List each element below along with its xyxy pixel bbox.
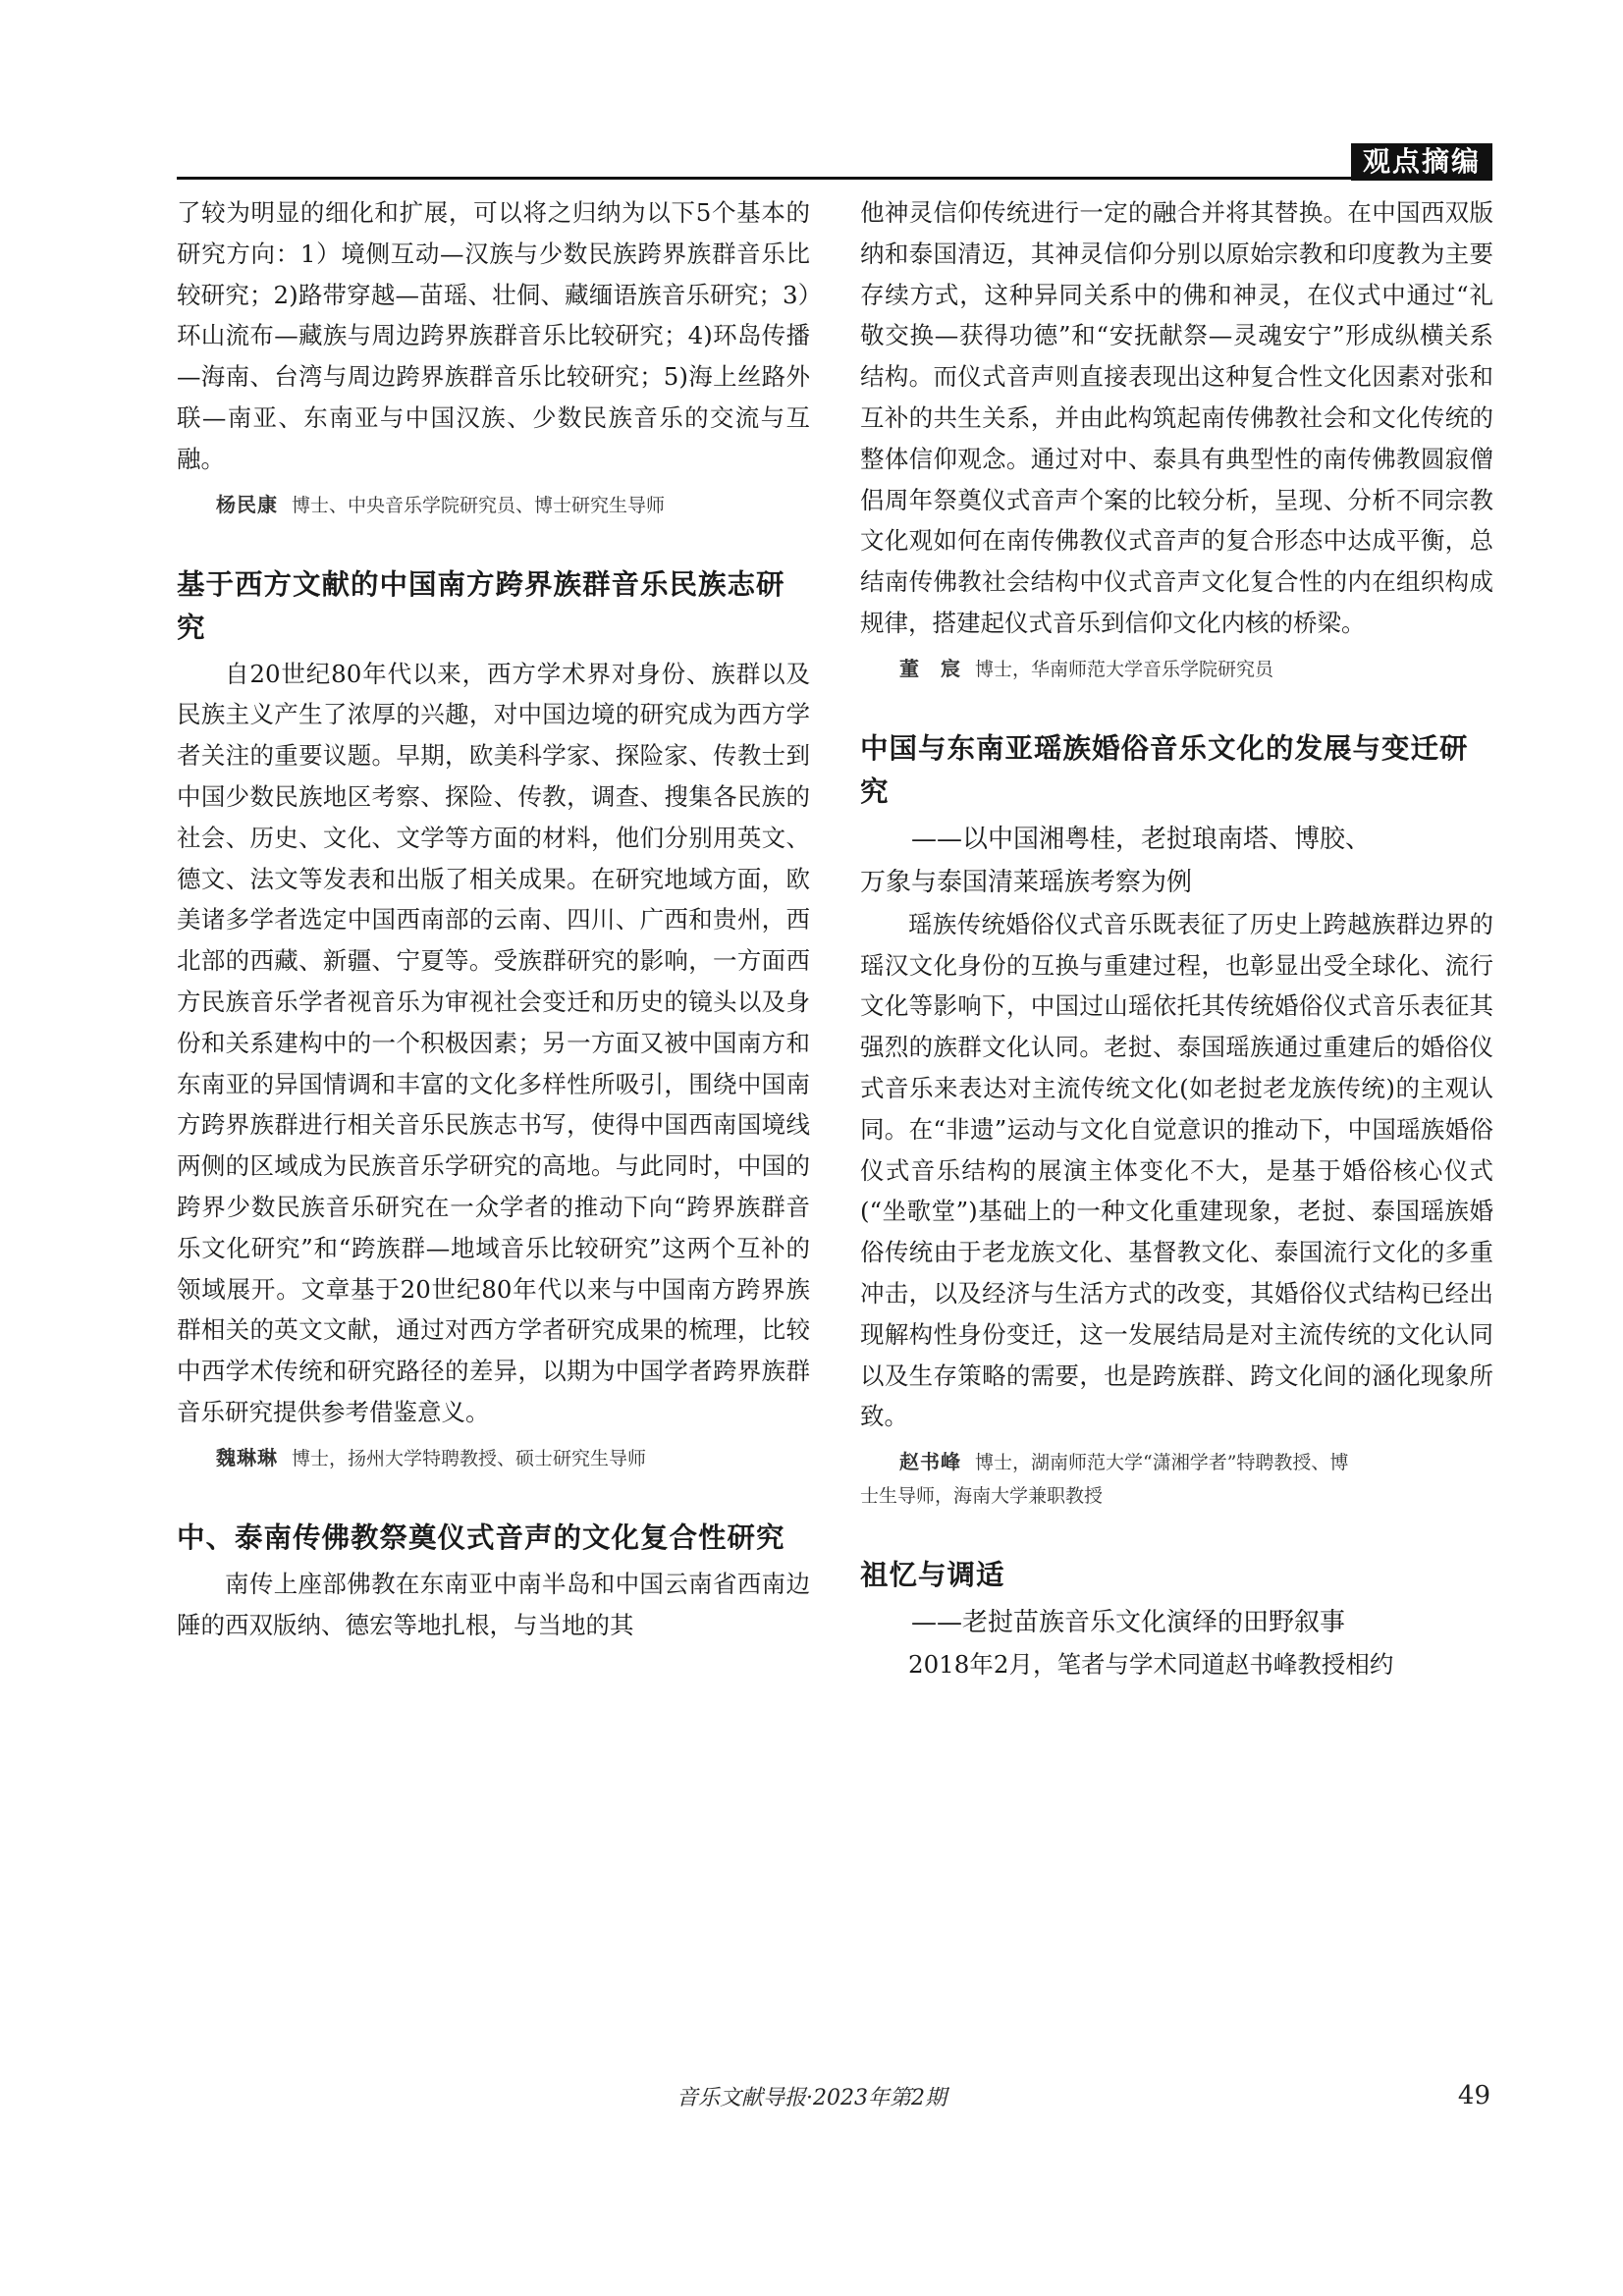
article-title-western-literature: 基于西方文献的中国南方跨界族群音乐民族志研究 — [177, 567, 785, 644]
article-subtitle-line1: ——以中国湘粤桂，老挝琅南塔、博胶、 — [911, 824, 1372, 854]
byline-yang — [177, 488, 810, 522]
byline-wei — [177, 1441, 810, 1475]
article-body-western-literature: 自20世纪80年代以来，西方学术界对身份、族群以及民族主义产生了浓厚的兴趣，对中国边境的研究成为西方学者关注的重要议题。早期，欧美科学家、探险家、传教士到中国少数民族地区考察、探险、传教，调查、搜集各民族的社会、历史、文化、文学等方面的材料，他们分别用英文、德文、法文等发表和出版了相关成果。在研究地域方面，欧美诸多学者选定中国西南部的云南、四川、广西和贵州，西北部的西藏、新疆、宁夏等。受族群研究的影响，一方面西方民族音乐学者视音乐为审视社会变迁和历史的镜头以及身份和关系建构中的一个积极因素；另一方面又被中国南方和东南亚的异国情调和丰富的文化多样性所吸引，围绕中国南方跨界族群进行相关音乐民族志书写，使得中国西南国境线两侧的区域成为民族音乐学研究的高地。与此同时，中国的跨界少数民族音乐研究在一众学者的推动下向“跨界族群音乐文化研究”和“跨族群—地域音乐比较研究”这两个互补的领域展开。文章基于20世纪80年代以来与中国南方跨界族群相关的英文文献，通过对西方学者研究成果的梳理，比较中西学术传统和研究路径的差异，以期为中国学者跨界族群音乐研究提供参考借鉴意义。 — [177, 659, 810, 1426]
continued-paragraph: 了较为明显的细化和扩展，可以将之归纳为以下5个基本的研究方向：1）境侧互动—汉族与少数民族跨界族群音乐比较研究；2)路带穿越—苗瑶、壮侗、藏缅语族音乐研究；3）环山流布—藏族与周边跨界族群音乐比较研究；4)环岛传播—海南、台湾与周边跨界族群音乐比较研究；5)海上丝路外联—南亚、东南亚与中国汉族、少数民族音乐的交流与互融。 — [177, 198, 810, 473]
author-name: 杨民康 — [216, 492, 278, 516]
byline-zhao — [860, 1445, 1493, 1513]
article-body-buddhist-ritual-continued: 他神灵信仰传统进行一定的融合并将其替换。在中国西双版纳和泰国清迈，其神灵信仰分别以原始宗教和印度教为主要存续方式，这种异同关系中的佛和神灵，在仪式中通过“礼敬交换—获得功德”和“安抚献祭—灵魂安宁”形成纵横关系结构。而仪式音声则直接表现出这种复合性文化因素对张和互补的共生关系，并由此构筑起南传佛教社会和文化传统的整体信仰观念。通过对中、泰具有典型性的南传佛教圆寂僧侣周年祭奠仪式音声个案的比较分析，呈现、分析不同宗教文化观如何在南传佛教仪式音声的复合形态中达成平衡，总结南传佛教社会结构中仪式音声文化复合性的内在组织构成规律，搭建起仪式音乐到信仰文化内核的桥梁。 — [860, 198, 1493, 637]
author-name: 董 宸 — [899, 656, 961, 680]
byline-dong — [860, 652, 1493, 686]
header-rule — [177, 177, 1492, 180]
author-name: 赵书峰 — [899, 1450, 961, 1474]
article-title-yao-wedding: 中国与东南亚瑶族婚俗音乐文化的发展与变迁研究 — [860, 731, 1469, 808]
author-affiliation: 博士，扬州大学特聘教授、硕士研究生导师 — [292, 1447, 647, 1469]
article-title-buddhist-ritual: 中、泰南传佛教祭奠仪式音声的文化复合性研究 — [177, 1521, 785, 1554]
page-number: 49 — [1457, 2081, 1490, 2110]
article-body-yao-wedding: 瑶族传统婚俗仪式音乐既表征了历史上跨越族群边界的瑶汉文化身份的互换与重建过程，也彰显出受全球化、流行文化等影响下，中国过山瑶依托其传统婚俗仪式音乐表征其强烈的族群文化认同。老挝、泰国瑶族通过重建后的婚俗仪式音乐来表达对主流传统文化(如老挝老龙族传统)的主观认同。在“非遗”运动与文化自觉意识的推动下，中国瑶族婚俗仪式音乐结构的展演主体变化不大，是基于婚俗核心仪式(“坐歌堂”)基础上的一种文化重建现象，老挝、泰国瑶族婚俗传统由于老龙族文化、基督教文化、泰国流行文化的多重冲击，以及经济与生活方式的改变，其婚俗仪式结构已经出现解构性身份变迁，这一发展结局是对主流传统的文化认同以及生存策略的需要，也是跨族群、跨文化间的涵化现象所致。 — [860, 909, 1493, 1431]
article-subtitle-hmong: ——老挝苗族音乐文化演绎的田野叙事 — [911, 1608, 1346, 1638]
article-subtitle-line2: 万象与泰国清莱瑶族考察为例 — [860, 867, 1193, 897]
right-column — [860, 192, 1493, 2077]
author-affiliation-continued: 士生导师，海南大学兼职教授 — [860, 1485, 1104, 1508]
journal-name: 音乐文献导报·2023年第2期 — [676, 2086, 947, 2110]
article-title-ancestral-memory: 祖忆与调适 — [860, 1559, 1005, 1592]
article-body-buddhist-ritual-start: 南传上座部佛教在东南亚中南半岛和中国云南省西南边陲的西双版纳、德宏等地扎根，与当地的其 — [177, 1569, 810, 1639]
author-affiliation: 博士、中央音乐学院研究员、博士研究生导师 — [292, 494, 666, 516]
author-affiliation: 博士，华南师范大学音乐学院研究员 — [975, 658, 1274, 680]
article-body-hmong-start: 2018年2月，笔者与学术同道赵书峰教授相约 — [908, 1650, 1394, 1680]
left-column — [177, 192, 810, 2077]
section-tag: 观点摘编 — [1351, 143, 1492, 181]
author-affiliation: 博士，湖南师范大学“潇湘学者”特聘教授、博 — [975, 1452, 1349, 1474]
page-footer — [0, 2081, 1623, 2120]
author-name: 魏琳琳 — [216, 1445, 278, 1469]
